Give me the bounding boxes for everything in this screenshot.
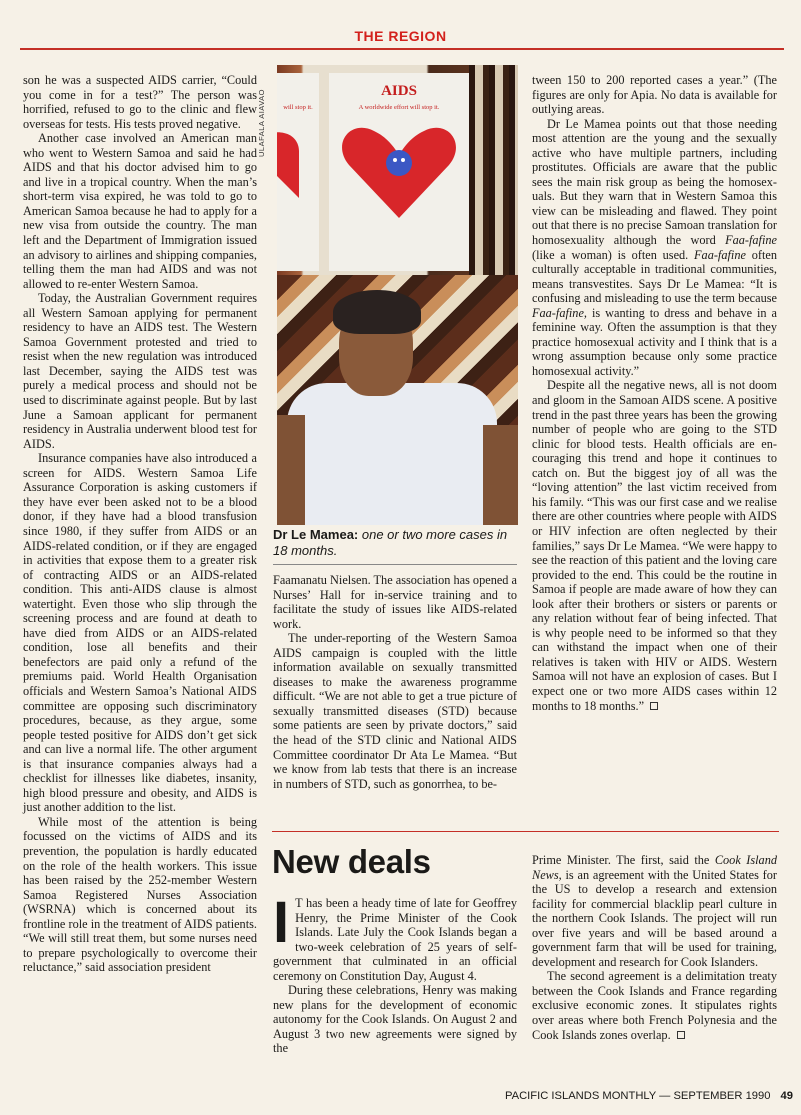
end-mark-icon (650, 702, 658, 710)
paragraph: Today, the Australian Government requires all Western Samoan applying for permanent residency to have an AIDS test. The Western Samoa Government protested and tried to resist when the new regulation was introduced last December, saying the AIDS test was purely a medical process and should not be used to discriminate against people. But by last June a Samoan applicant for permanent residency in Australia underwent blood test for AIDS. (23, 291, 257, 451)
heart-icon (277, 123, 309, 203)
article-column-3 (532, 73, 777, 713)
headline: New deals (272, 843, 431, 880)
section-header: THE REGION (354, 28, 447, 44)
section-rule (272, 831, 779, 832)
caption-rule (273, 564, 517, 565)
photo-stripes (469, 65, 518, 275)
caption-text: one or two more cases in 18 months. (273, 527, 508, 558)
paragraph: Prime Minister. The first, said the Cook Island News, is an agreement with the United States for the US to develop a research and extension facility for commercial blacklip pearl culture in the northern Cook Islands. The project will run over five years and will be based around a government farm that will be used for training, development and research for Cook Islanders. (532, 853, 777, 969)
paragraph: Another case involved an American man who went to Western Samoa and said he had AIDS and that his doctor advised him to go and live in a tropical country. When the man’s short-term visa expired, he was told to go to American Samoa because he had to apply for a new visa from outside the country. The man left and the Department of Immigration issued an advisory to airlines and shipping companies, telling them the man had AIDS and was not allowed to re-enter Western Samoa. (23, 131, 257, 291)
header-rule (20, 48, 784, 50)
paragraph: Dr Le Mamea points out that those needing most attention are the young and the sexually active who have multiple partners, including prostitutes. Officials are aware that the public sees the main risk group as being the homosexuals. But they warn that in Western Samoa this view can be misleading and flawed. They point out that there is no precise Samoan translation for homosexuality although the word Faa-fafine (like a woman) is often used. Faa-fafine often culturally acceptable in traditional communities, means transvestites. Says Dr Le Mamea: “It is confusing and misleading to use the term because Faa-fafine, is wanting to dress and behave in a feminine way. Often the assumption is that they practice homosexual activity and I think that is a wrong assumption because only some practice homosexual activity.” (532, 116, 777, 378)
dropcap: I (273, 890, 290, 955)
poster-subtitle: A worldwide effort will stop it. (358, 104, 440, 111)
photo-caption (273, 527, 519, 559)
end-mark-icon (677, 1031, 685, 1039)
caption-name: Dr Le Mamea: (273, 527, 359, 542)
new-deals-column-1 (273, 890, 517, 1056)
paragraph: While most of the attention is being focussed on the victims of AIDS and its prevention, the population is hardly educated on the role of the health workers. This issue has been raised by the 252-member Western Samoa Registered Nurses Association (WSRNA) which is concerned about its frontline role in the treatment of AIDS patients. “We will still treat them, but some nurses need to prepare psychologically to overcome their reluctance,” said association president (23, 814, 257, 975)
article-photo (277, 65, 518, 525)
man-arm (277, 415, 305, 525)
article-column-2 (273, 573, 517, 791)
heart-icon (339, 123, 459, 223)
new-deals-column-2 (532, 853, 777, 1042)
masthead: PACIFIC ISLANDS MONTHLY — SEPTEMBER 1990 (505, 1090, 771, 1102)
paragraph: Insurance companies have also introduced a screen for AIDS. Western Samoa Life Assurance Corporation is asking customers if they have ever been asked not to be a blood donor, if they have had a blood transfusion since 1980, if they suffer from AIDS or an AIDS-related condition, or if they are engaged in activities that expose them to a greater risk of contracting AIDS or an AIDS-related condition. This anti-AIDS clause is almost watertight. Even those who slip through the screening process and are found at death to have died from AIDS or an AIDS-related condition, lose all benefits and their benefectors are paid only a refund of the premiums paid. World Health Organisation officials and Western Samoa’s National AIDS committee are opposing such discriminatory procedures, because, as they argue, some people tested positive for AIDS don’t get sick and can live a normal life. The other argument is that insurance companies always had a checklist for illnesses like diabetes, insanity, high blood pressure and obesity, and AIDS is just another addition to the list. (23, 451, 257, 815)
poster-left-subtitle: will stop it. (283, 104, 313, 111)
man-arm (483, 425, 518, 525)
man-hair (333, 290, 421, 334)
paragraph: tween 150 to 200 reported cases a year.” (The figures are only for Apia. No data is available for outlying areas. (532, 73, 777, 117)
page-footer (505, 1090, 793, 1102)
page-number: 49 (780, 1090, 793, 1102)
paragraph: Despite all the negative news, all is not doom and gloom in the Samoan AIDS scene. A positive trend in the past three years has been the growing number of people who are going to the STD clinic for blood tests. Health officials are encouraging this trend and hope it continues to catch on. But the biggest joy of all was the “loving attention” the last victim received from his family. “This was our first case and we realise there are other countries where people with AIDS or HIV infection are often neglected by their families,” says Dr Le Mamea. “We were happy to see the reaction of this patient and the loving care provided to the end. This could be the routine in Samoa if people are made aware of how they can look after their brothers or sisters or parents or any relation without fear of being infected. That is why people need to be informed so that they can withstand the impact when one of their relatives is taken with HIV or AIDS. Western Samoa will not have an explosion of cases. But I expect one or two more AIDS cases within 12 months to 18 months.” (532, 378, 777, 713)
paragraph: During these celebrations, Henry was making new plans for the development of economic autonomy for the Cook Islands. On August 2 and August 3 two new agreements were signed by the (273, 983, 517, 1056)
photo-credit: ULAFALA AIAVAO (257, 88, 266, 157)
paragraph: I T has been a heady time of late for Geoffrey Henry, the Prime Minister of the Cook Islands. Late July the Cook Islands began a two-week celebration of 25 years of self-government that culminated in an official ceremony on Constitution Day, August 4. (273, 890, 517, 983)
paragraph: The under-reporting of the Western Samoa AIDS campaign is coupled with the little information available on sexually transmitted diseases to make the awareness programme difficult. “We are not able to get a true picture of sexually transmitted diseases (STD) because some patients are seen by private doctors,” said the head of the STD clinic and National AIDS Committee coordinator Dr Ata Le Mamea. “But we know from lab tests that there is an increase in numbers of STD, such as gonorrhea, to be- (273, 631, 517, 791)
poster-title: AIDS (381, 83, 417, 99)
paragraph: The second agreement is a delimitation treaty between the Cook Islands and France regarding exclusive economic zones. It stipulates rights over areas where both French Polynesia and the Cook Islands zones overlap. (532, 969, 777, 1042)
paragraph: son he was a suspected AIDS carrier, “Could you come in for a test?” The person was horrified, refused to go to the clinic and flew overseas for tests. His tests proved negative. (23, 73, 257, 131)
article-column-1 (23, 73, 257, 975)
paragraph: Faamanatu Nielsen. The association has opened a Nurses’ Hall for in-service training and to facilitate the study of issues like AIDS-related work. (273, 573, 517, 631)
man-shirt (287, 383, 497, 525)
